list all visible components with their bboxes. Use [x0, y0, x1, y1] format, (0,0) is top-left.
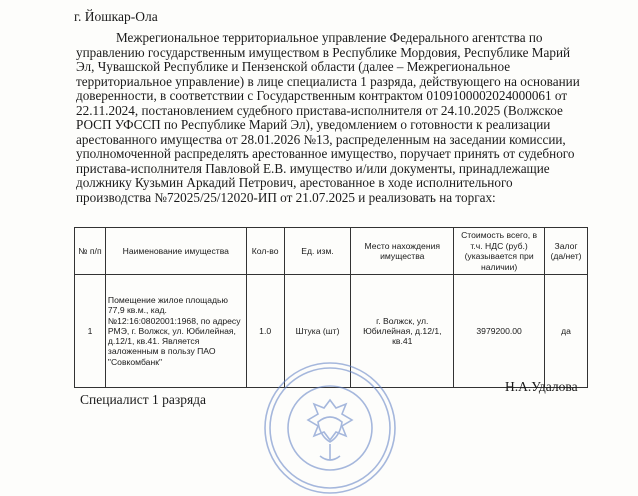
signer-position: Специалист 1 разряда	[80, 392, 207, 407]
cell-num: 1	[75, 275, 106, 388]
header-qty: Кол-во	[246, 228, 284, 275]
cell-cost: 3979200.00	[454, 275, 545, 388]
table-header-row	[75, 228, 588, 275]
order-paragraph: Межрегиональное территориальное управление Федерального агентства по управлению государственным имуществом в Республике Мордовия, Республике Марий Эл, Чувашской Республике и Пензенской области (далее – Межрегиональное территориальное управление) в лице специалиста 1 разряда, действующего на основании доверенности, в соответствии с Государственным контрактом 0109100002024000061 от 22.11.2024, постановлением судебного пристава-исполнителя от 24.10.2025 (Волжское РОСП УФССП по Республике Марий Эл), уведомлением о готовности к реализации арестованного имущества от 28.01.2026 №13, распределенным на заседании комиссии, уполномоченной распределять арестованное имущество, поручает принять от судебного пристава-исполнителя Павловой Е.В. имущество и/или документы, принадлежащие должнику Кузьмин Аркадий Петрович, арестованное в ходе исполнительного производства №72025/25/12020-ИП от 21.07.2025 и реализовать на торгах:	[76, 30, 580, 206]
cell-pledge: да	[545, 275, 588, 388]
cell-unit: Штука (шт)	[284, 275, 351, 388]
header-unit: Ед. изм.	[284, 228, 351, 275]
header-location: Место нахождения имущества	[351, 228, 454, 275]
header-name: Наименование имущества	[105, 228, 246, 275]
cell-name: Помещение жилое площадью 77,9 кв.м., кад.№12:16:0802001:1968, по адресу РМЭ, г. Волжск, ул. Юбилейная, д.12/1, кв.41. Является заложенным в пользу ПАО "Совкомбанк"	[105, 275, 246, 388]
header-pledge: Залог (да/нет)	[545, 228, 588, 275]
signer-name: Н.А.Удалова	[505, 379, 578, 394]
city-line: г. Йошкар-Ола	[74, 9, 158, 24]
official-seal-icon	[262, 360, 398, 496]
cell-location: г. Волжск, ул. Юбилейная, д.12/1, кв.41	[351, 275, 454, 388]
header-cost: Стоимость всего, в т.ч. НДС (руб.) (указывается при наличии)	[454, 228, 545, 275]
header-num: № п/п	[75, 228, 106, 275]
cell-qty: 1.0	[246, 275, 284, 388]
